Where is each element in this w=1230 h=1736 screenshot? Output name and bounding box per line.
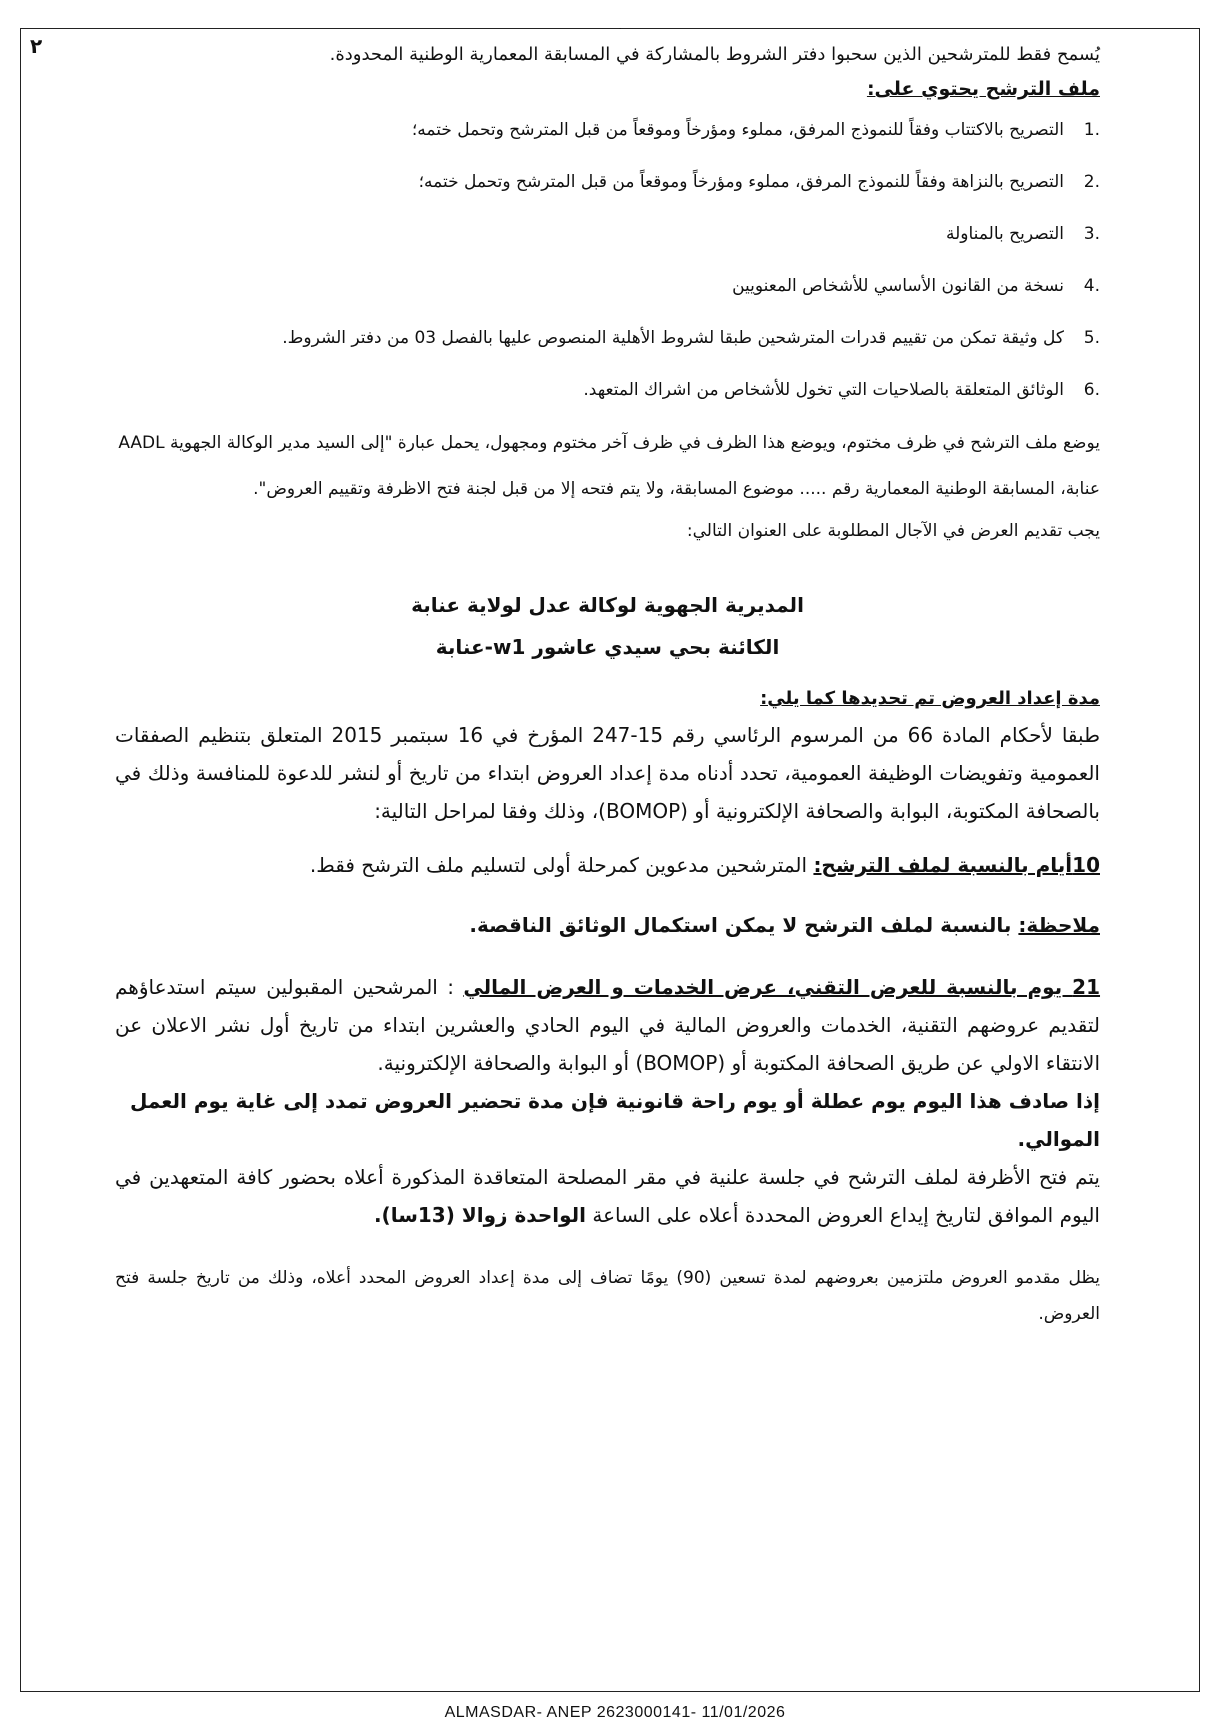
address-line-1: المديرية الجهوية لوكالة عدل لولاية عنابة [411,593,804,617]
duration-paragraph: طبقا لأحكام المادة 66 من المرسوم الرئاسي رقم 15-247 المؤرخ في 16 سبتمبر 2015 المتعلق بتنظيم الصفقات العمومية وتفويضات الوظيفة العمومية، تحدد أدناه مدة إعداد العروض ابتداء من تاريخ أو لنشر للدعوة للمنافسة وذلك في بالصحافة المكتوبة، البوابة والصحافة الإلكترونية أو (BOMOP)، وذلك وفقا لمراحل التالية: [115,723,1100,823]
item-text: كل وثيقة تمكن من تقييم قدرات المترشحين طبقا لشروط الأهلية المنصوص عليها بالفصل 03 من دفتر الشروط. [282,328,1064,348]
duration-heading: مدة إعداد العروض تم تحديدها كما يلي: [760,688,1100,709]
item-text: التصريح بالنزاهة وفقاً للنموذج المرفق، مملوء ومؤرخاً وموقعاً من قبل المترشح وتحمل ختمه؛ [418,172,1064,192]
item-text: الوثائق المتعلقة بالصلاحيات التي تخول للأشخاص من اشراك المتعهد. [583,380,1064,400]
item-number: .6 [1083,380,1100,400]
note-paragraph [115,906,1100,944]
opening-text: يتم فتح الأظرفة لملف الترشح في جلسة علنية في مقر المصلحة المتعاقدة المذكورة أعلاه بحضور كافة المتعهدين في اليوم الموافق لتاريخ إيداع العروض المحددة أعلاه على الساعة [115,1165,1100,1227]
file-items-list [115,114,1100,406]
holiday-paragraph: إذا صادف هذا اليوم يوم عطلة أو يوم راحة قانونية فإن مدة تحضير العروض تمدد إلى غاية يوم العمل الموالي. [130,1089,1100,1151]
item-number: .1 [1083,120,1100,140]
item-text: التصريح بالمناولة [946,224,1064,244]
submit-paragraph: يجب تقديم العرض في الآجال المطلوبة على العنوان التالي: [686,521,1100,541]
stage2-label: 21 يوم بالنسبة للعرض التقني، عرض الخدمات و العرض المالي [463,975,1101,999]
list-item [115,114,1100,146]
page-marker: ٢ [30,34,43,58]
stage2-paragraph [115,968,1100,1082]
item-number: .4 [1083,276,1100,296]
item-text: نسخة من القانون الأساسي للأشخاص المعنويين [732,276,1064,296]
stage2-text: : المرشحين المقبولين سيتم استدعاؤهم لتقديم عروضهم التقنية، الخدمات والعروض المالية في اليوم الحادي والعشرين ابتداء من تاريخ أول نشر الاعلان عن الانتقاء الاولي عن طريق الصحافة المكتوبة أو (BOMOP) أو البوابة والصحافة الإلكترونية. [115,975,1100,1075]
opening-time: الواحدة زوالا (13سا). [373,1203,587,1227]
stage1-text: المترشحين مدعوين كمرحلة أولى لتسليم ملف الترشح فقط. [309,853,814,877]
list-item [115,218,1100,250]
address-line-2: الكائنة بحي سيدي عاشور w1-عنابة [435,635,780,659]
envelope-paragraph: يوضع ملف الترشح في ظرف مختوم، ويوضع هذا الظرف في ظرف آخر مختوم ومجهول، يحمل عبارة "إلى السيد مدير الوكالة الجهوية AADL عنابة، المسابقة الوطنية المعمارية رقم ..... موضوع المسابقة، ولا يتم فتحه إلا من قبل لجنة فتح الاظرفة وتقييم العروض". [118,433,1100,499]
document-body [115,38,1100,1332]
note-text: بالنسبة لملف الترشح لا يمكن استكمال الوثائق الناقصة. [469,913,1019,937]
intro-paragraph: يُسمح فقط للمترشحين الذين سحبوا دفتر الشروط بالمشاركة في المسابقة المعمارية الوطنية المحدودة. [329,44,1100,65]
item-number: .2 [1083,172,1100,192]
list-item [115,166,1100,198]
stage1-paragraph [115,846,1100,884]
item-number: .5 [1083,328,1100,348]
list-item [115,270,1100,302]
item-number: .3 [1083,224,1100,244]
list-item [115,374,1100,406]
stage1-label: 10أيام بالنسبة لملف الترشح: [813,853,1100,877]
file-heading: ملف الترشح يحتوي على: [866,78,1100,100]
note-label: ملاحظة: [1018,913,1100,937]
item-text: التصريح بالاكتتاب وفقاً للنموذج المرفق، مملوء ومؤرخاً وموقعاً من قبل المترشح وتحمل ختمه؛ [411,120,1064,140]
validity-paragraph: يظل مقدمو العروض ملتزمين بعروضهم لمدة تسعين (90) يومًا تضاف إلى مدة إعداد العروض المحدد أعلاه، وذلك من تاريخ جلسة فتح العروض. [115,1268,1100,1324]
list-item [115,322,1100,354]
footer-reference: ALMASDAR- ANEP 2623000141- 11/01/2026 [444,1704,786,1721]
scan-mark: ٠ [618,24,623,33]
opening-paragraph [115,1158,1100,1234]
